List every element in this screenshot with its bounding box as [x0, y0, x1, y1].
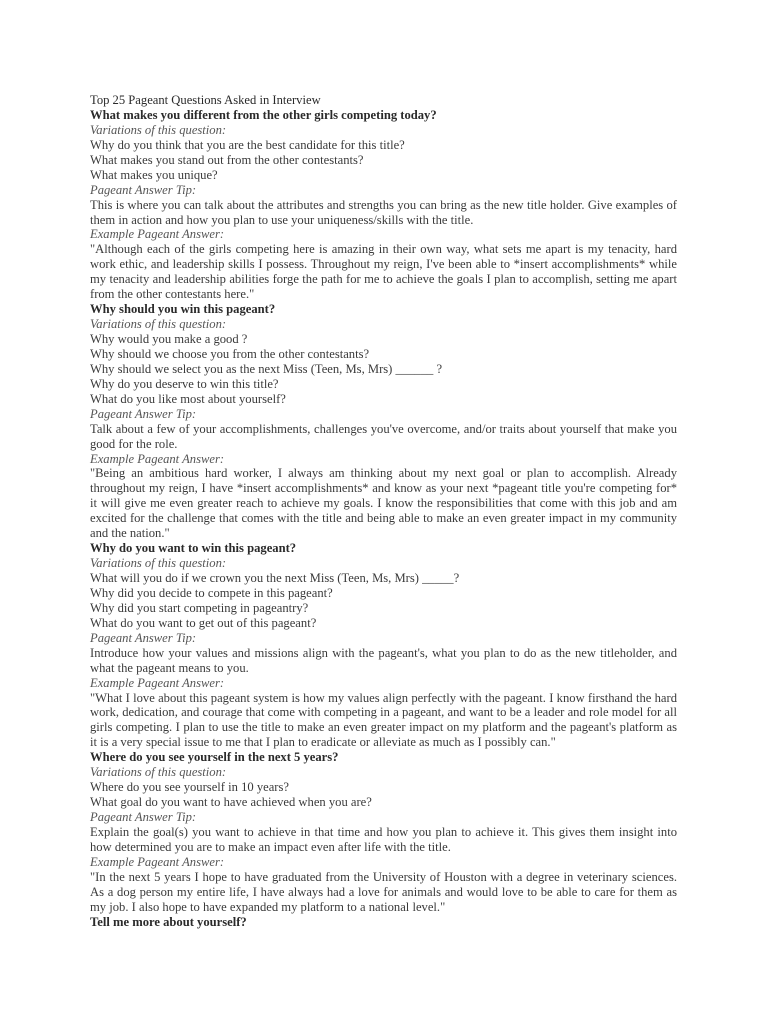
document-title: Top 25 Pageant Questions Asked in Interview [90, 93, 321, 107]
variation-item: Why do you deserve to win this title? [90, 376, 279, 391]
variation-item: Where do you see yourself in 10 years? [90, 780, 289, 795]
question-heading: Why should you win this pageant? [90, 302, 276, 317]
variation-item: Why did you start competing in pageantry? [90, 600, 309, 615]
variation-item: What do you want to get out of this pageant? [90, 615, 317, 630]
tip-text: This is where you can talk about the attributes and strengths you can bring as the new title holder. Give examples of them in action and how you plan to use your uniqueness/skills with the title. [90, 197, 677, 227]
question-heading: What makes you different from the other girls competing today? [90, 107, 437, 122]
example-answer: "Although each of the girls competing here is amazing in their own way, what sets me apart is my tenacity, hard work ethic, and leadership skills I possess. Throughout my reign, I've been able to *insert accomplishments* while my tenacity and leadership abilities forge the path for me to achieve the goals I plan to accomplish, setting me apart from the other contestants here." [90, 242, 677, 302]
example-answer: "Being an ambitious hard worker, I always am thinking about my next goal or plan to accomplish. Already throughout my reign, I have *insert accomplishments* and know as your next *pageant title you're competing for* it will give me even greater reach to achieve my goals. I know the responsibilities that come with this job and am excited for the challenge that comes with the title and being able to make an even greater impact in my community and the nation." [90, 466, 677, 541]
question-section [90, 541, 677, 750]
variation-item: Why do you think that you are the best candidate for this title? [90, 137, 405, 152]
variation-item: What will you do if we crown you the next Miss (Teen, Ms, Mrs) _____? [90, 571, 460, 585]
example-answer: "What I love about this pageant system is how my values align perfectly with the pageant. I know firsthand the hard work, dedication, and courage that come with competing in a pageant, and want to be a leader and role model for all girls competing. I plan to use the title to make an even greater impact on my platform and the pageant's platform as it is a very special issue to me that I plan to eradicate or alleviate as much as I possibly can." [90, 690, 677, 750]
variation-item: Why should we select you as the next Miss (Teen, Ms, Mrs) ______ ? [90, 361, 443, 376]
question-heading: Tell me more about yourself? [90, 914, 247, 929]
variations-label: Variations of this question: [90, 317, 227, 332]
variation-item: Why did you decide to compete in this pageant? [90, 585, 333, 600]
tip-label: Pageant Answer Tip: [90, 810, 197, 824]
tip-label: Pageant Answer Tip: [90, 630, 197, 645]
variation-item: Why would you make a good ? [90, 332, 248, 346]
example-label: Example Pageant Answer: [90, 854, 225, 869]
question-heading: Why do you want to win this pageant? [90, 541, 297, 556]
question-heading: Where do you see yourself in the next 5 years? [90, 750, 339, 765]
variation-item: What goal do you want to have achieved when you are? [90, 795, 372, 810]
tip-text: Introduce how your values and missions align with the pageant's, what you plan to do as the new titleholder, and what the pageant means to you. [90, 645, 677, 675]
example-answer: "In the next 5 years I hope to have graduated from the University of Houston with a degree in veterinary sciences. As a dog person my entire life, I have always had a love for animals and would love to be able to care for them as my job. I also hope to have expanded my platform to a national level." [90, 869, 677, 914]
document-page [90, 93, 677, 930]
tip-label: Pageant Answer Tip: [90, 406, 197, 421]
example-label: Example Pageant Answer: [90, 227, 225, 242]
example-label: Example Pageant Answer: [90, 451, 225, 466]
variations-label: Variations of this question: [90, 556, 227, 571]
variation-item: What makes you unique? [90, 167, 218, 182]
variations-label: Variations of this question: [90, 765, 227, 780]
variation-item: Why should we choose you from the other contestants? [90, 346, 370, 361]
variations-label: Variations of this question: [90, 122, 227, 137]
variation-item: What makes you stand out from the other contestants? [90, 152, 364, 167]
example-label: Example Pageant Answer: [90, 675, 225, 690]
question-section [90, 750, 677, 914]
variation-item: What do you like most about yourself? [90, 391, 286, 406]
tip-text: Explain the goal(s) you want to achieve in that time and how you plan to achieve it. This gives them insight into how determined you are to make an impact even after life with the title. [90, 824, 677, 854]
question-section [90, 108, 677, 302]
question-section [90, 302, 677, 541]
tip-text: Talk about a few of your accomplishments, challenges you've overcome, and/or traits about yourself that make you good for the role. [90, 421, 677, 451]
tip-label: Pageant Answer Tip: [90, 182, 197, 197]
